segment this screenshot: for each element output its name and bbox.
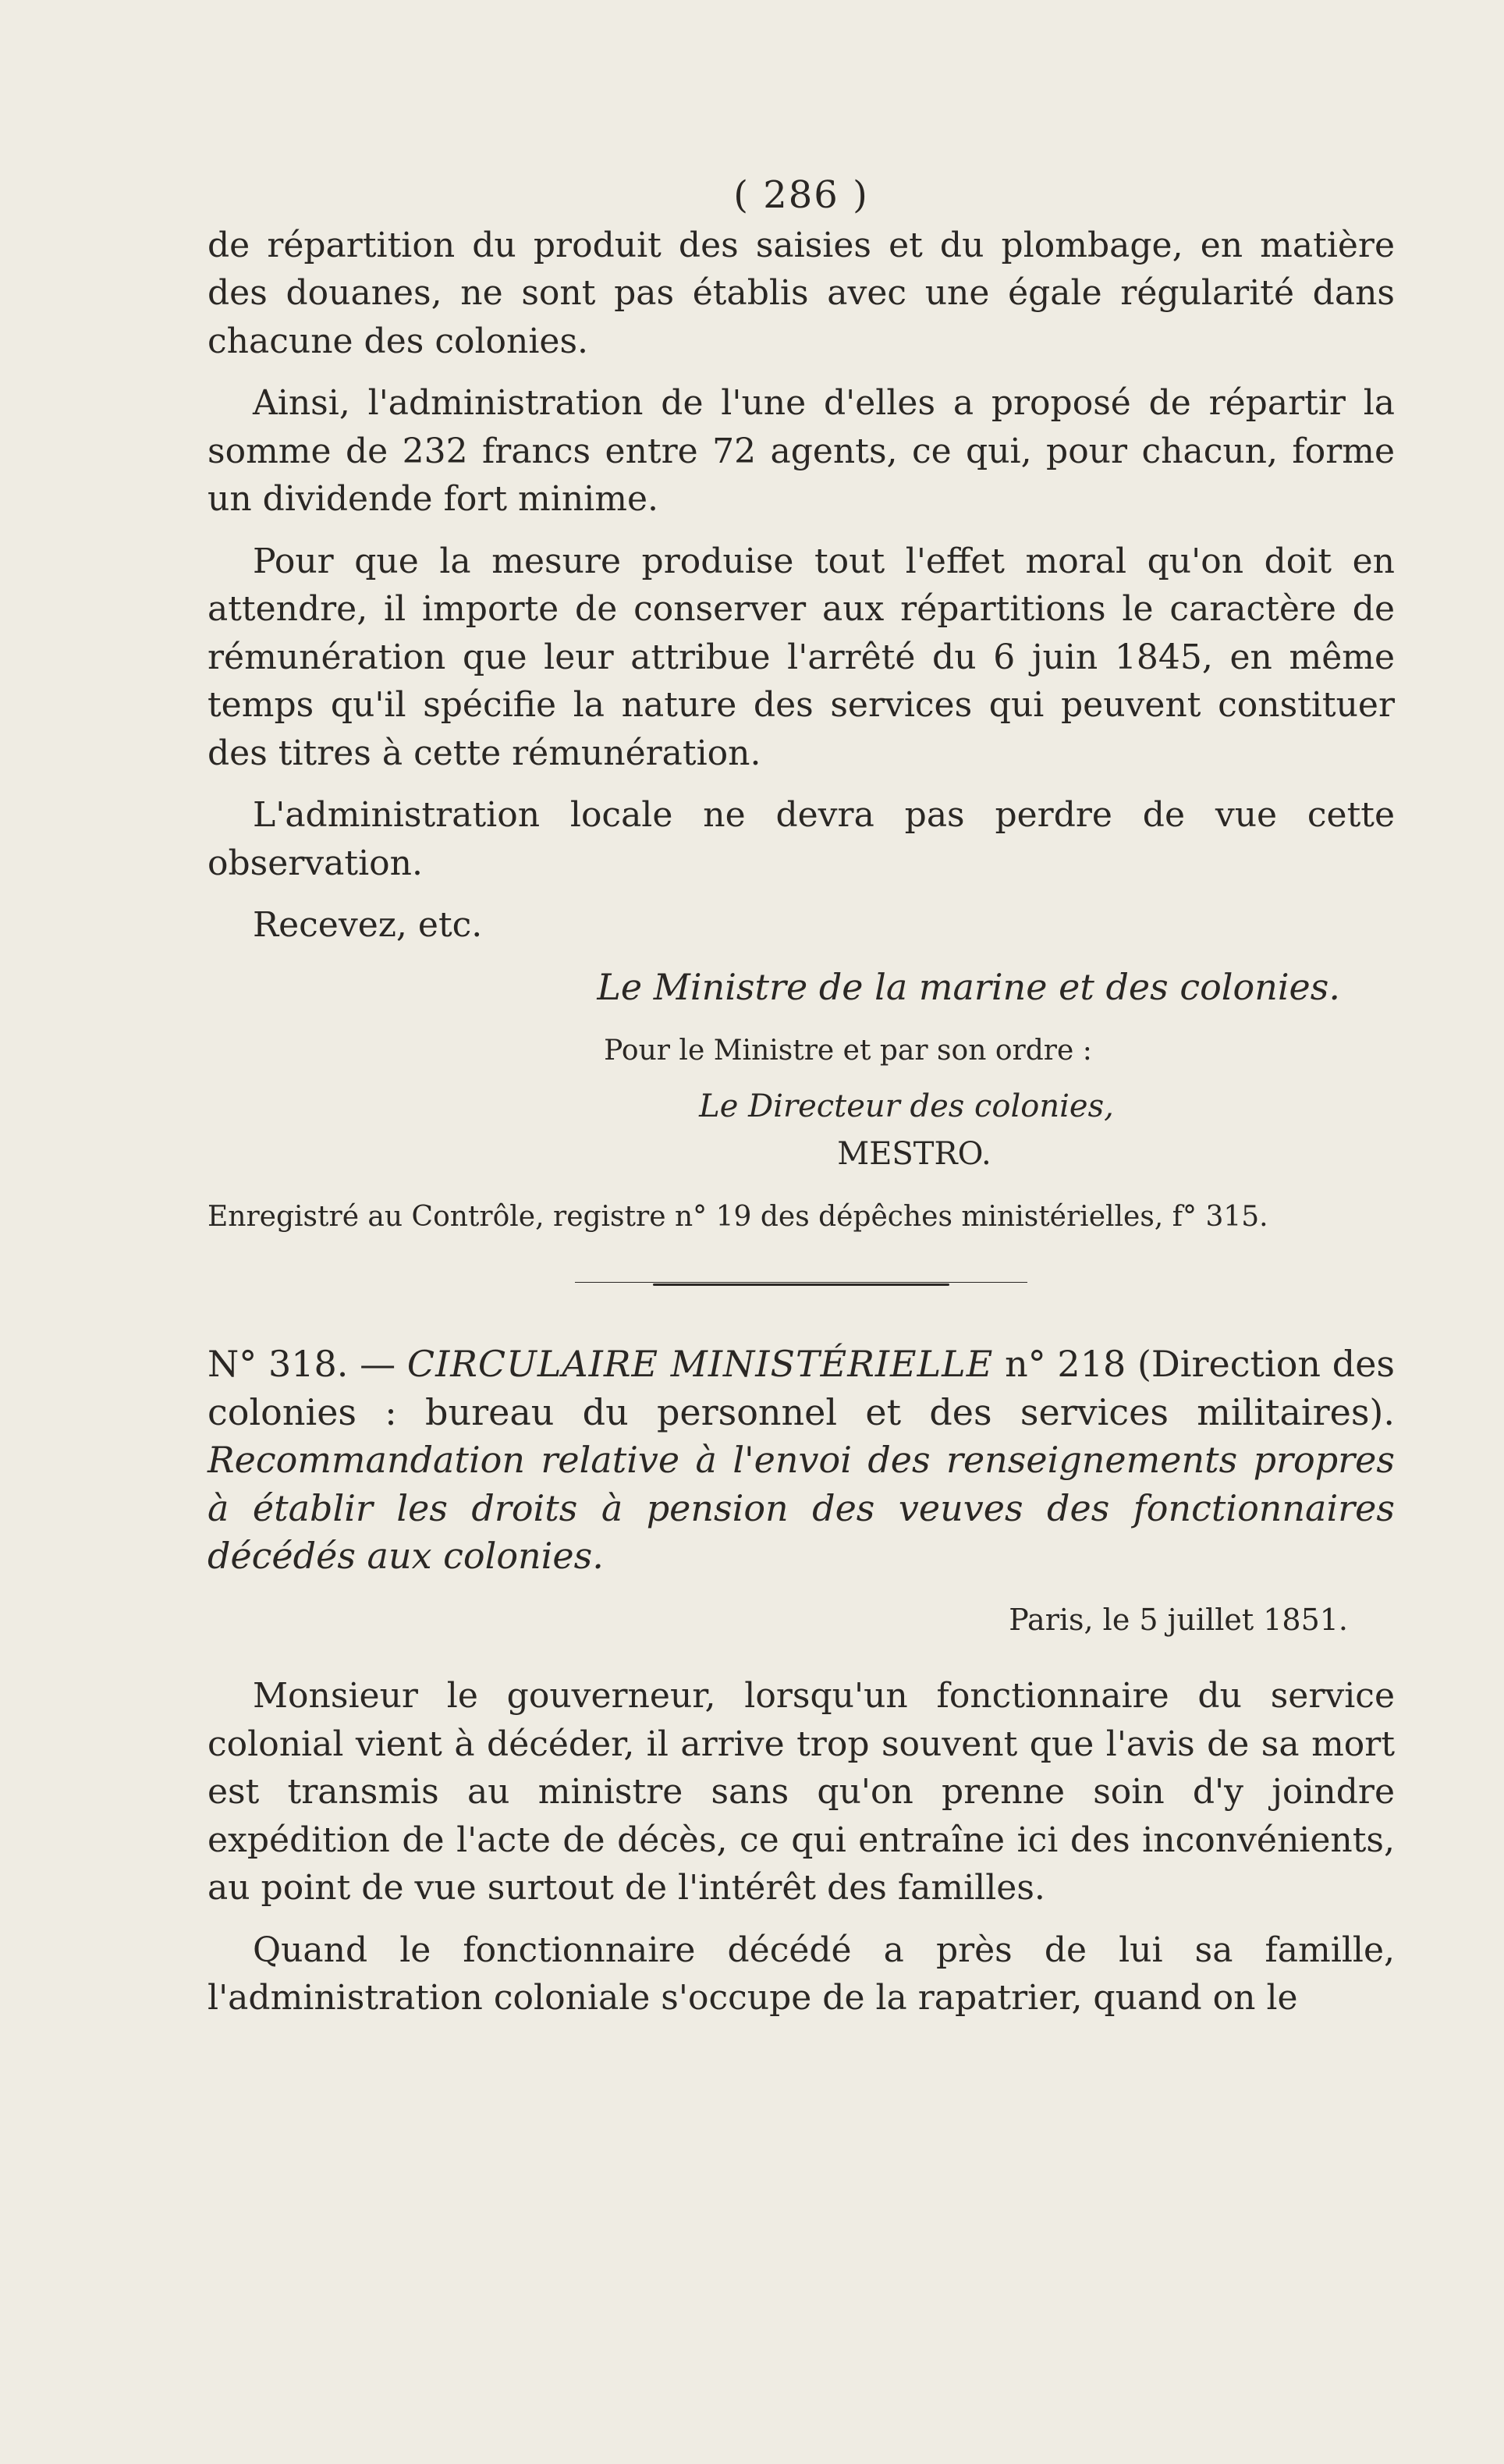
circular-subject: Recommandation relative à l'envoi des renseignements propres à établir les droits à pension des veuves des fonctionnaires décédés aux colonies. [208,1439,1395,1577]
circular-dash: — [360,1343,396,1385]
paragraph: L'administration locale ne devra pas perdre de vue cette observation. [208,795,1395,883]
section-divider [575,1281,1027,1286]
page-number: ( 286 ) [733,173,869,217]
paragraph: Quand le fonctionnaire décédé a près de lui sa famille, l'administration coloniale s'occupe de la rapatrier, quand on le [208,1930,1395,2018]
circular-direction: (Direction des colonies : bureau du personnel et des services militaires). [208,1343,1396,1433]
signature-name: MESTRO. [837,1136,991,1172]
paragraph: Pour que la mesure produise tout l'effet moral qu'on doit en attendre, il importe de conserver aux répartitions le caractère de rémunération que leur attribue l'arrêté du 6 juin 1845, en même temps qu'il spécifie la nature des services qui peuvent constituer des titres à cette rémunération. [208,541,1395,773]
registry-note: Enregistré au Contrôle, registre n° 19 des dépêches ministérielles, f° 315. [208,1200,1268,1233]
paragraph: Monsieur le gouverneur, lorsqu'un fonctionnaire du service colonial vient à décéder, il arrive trop souvent que l'avis de sa mort est transmis au ministre sans qu'on prenne soin d'y joindre expédition de l'acte de décès, ce qui entraîne ici des inconvénients, au point de vue surtout de l'intérêt des familles. [208,1676,1395,1908]
paragraph: de répartition du produit des saisies et du plombage, en matière des douanes, ne sont pas établis avec une égale régularité dans chacune des colonies. [208,225,1395,361]
circular-title: CIRCULAIRE MINISTÉRIELLE [406,1343,994,1385]
dateline: Paris, le 5 juillet 1851. [1009,1602,1348,1637]
circular-number: N° 318. [208,1343,349,1385]
signature-director: Le Directeur des colonies, [699,1088,1114,1124]
circular-reference: n° 218 [1005,1343,1126,1385]
signature-minister: Le Ministre de la marine et des colonies. [597,965,1340,1008]
paragraph: Ainsi, l'administration de l'une d'elles a proposé de répartir la somme de 232 francs entre 72 agents, ce qui, pour chacun, forme un dividende fort minime. [208,383,1395,519]
signature-order: Pour le Ministre et par son ordre : [604,1035,1092,1067]
closing-formula: Recevez, etc. [253,905,483,945]
text-block [208,172,1395,2036]
circular-heading [208,1340,1395,1581]
